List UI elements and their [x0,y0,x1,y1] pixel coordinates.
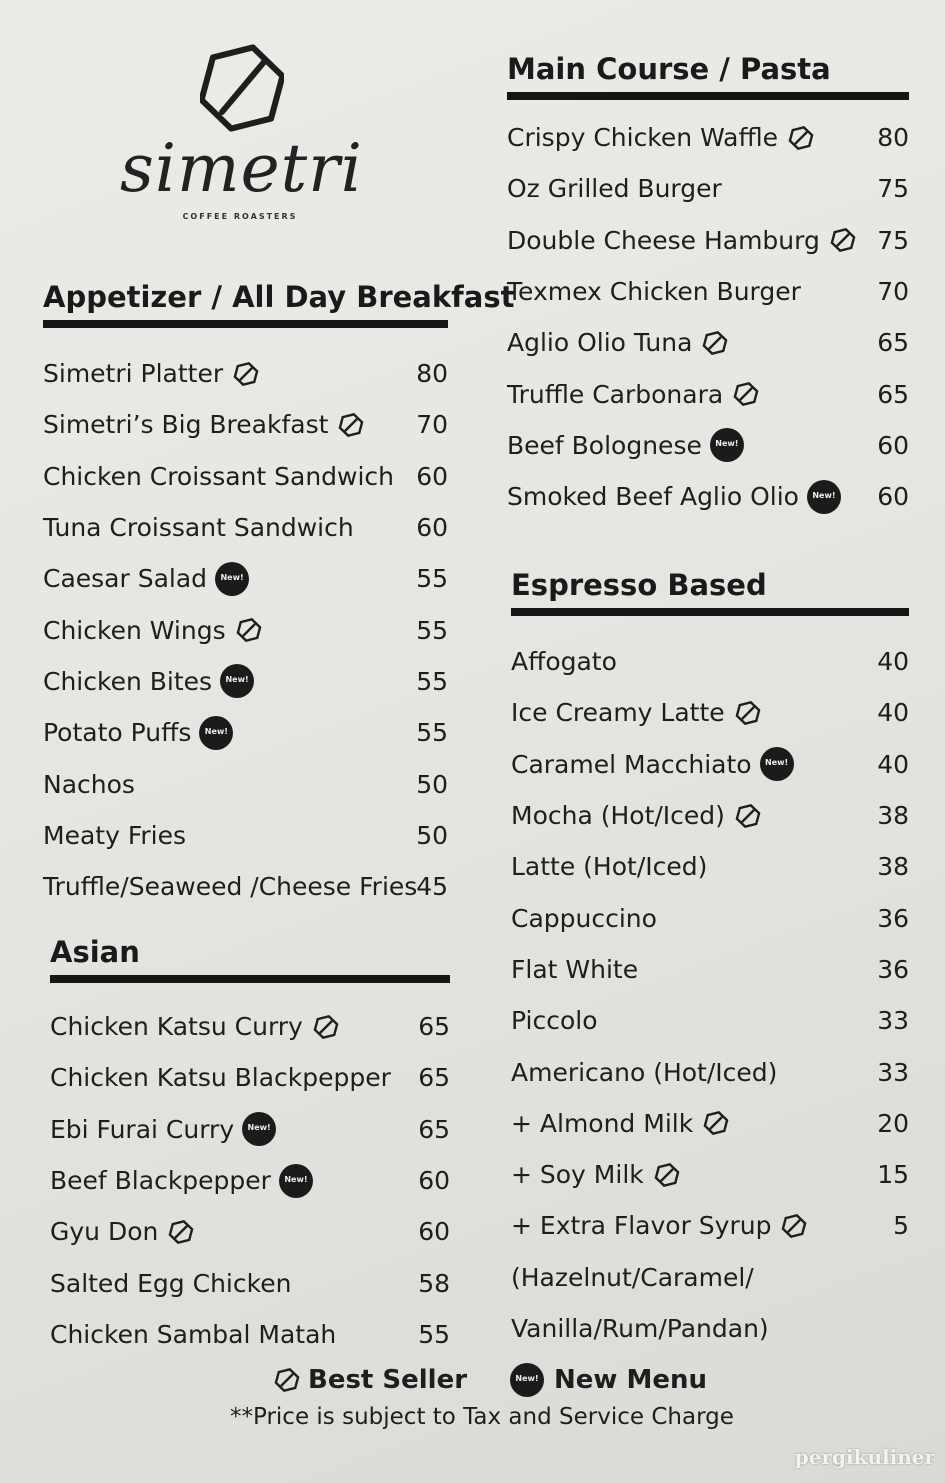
best-seller-icon [233,361,259,387]
menu-item-name: Chicken Katsu Curry [50,1012,303,1042]
menu-item [43,553,448,604]
menu-item [43,707,448,758]
menu-item [507,471,909,522]
menu-item-price: 40 [877,749,909,779]
menu-item [507,215,909,266]
menu-item-name: Salted Egg Chicken [50,1268,292,1298]
menu-item-name: Gyu Don [50,1217,159,1247]
new-badge-icon [809,482,839,512]
menu-item-price: 60 [877,482,909,512]
menu-item [43,502,448,553]
section-title: Main Course / Pasta [507,52,831,86]
menu-item-name: Caramel Macchiato [511,749,752,779]
best-seller-icon [654,1162,680,1188]
menu-item-price: 80 [877,123,909,153]
menu-item [50,1309,450,1360]
menu-item-price: 75 [877,174,909,204]
menu-item-name: Potato Puffs [43,718,192,748]
menu-item-price: 58 [418,1268,450,1298]
menu-item-price: 55 [416,564,448,594]
best-seller-icon [168,1219,194,1245]
best-seller-icon [830,227,856,253]
menu-item-name: Chicken Katsu Blackpepper [50,1063,391,1093]
menu-item-price: 15 [877,1160,909,1190]
menu-item-price: 70 [416,410,448,440]
watermark: pergikuliner [794,1445,935,1469]
menu-item-name: Chicken Bites [43,666,213,696]
menu-item [507,112,909,163]
menu-item-price: 65 [877,328,909,358]
best-seller-icon [274,1367,300,1393]
section-appetizer [43,278,515,912]
best-seller-icon [703,1110,729,1136]
menu-item-name: Crispy Chicken Waffle [507,123,779,153]
menu-item-price: 60 [418,1166,450,1196]
menu-item [507,368,909,419]
menu-item [50,1257,450,1308]
section-main-course [507,50,909,522]
menu-item [511,1200,909,1251]
best-seller-icon [702,330,728,356]
menu-item [511,1098,909,1149]
menu-item-name: Meaty Fries [43,820,187,850]
new-badge-text: New! [225,675,249,685]
menu-list [50,1001,450,1360]
menu-item [43,451,448,502]
section-title: Appetizer / All Day Breakfast [43,280,515,314]
menu-item [507,420,909,471]
menu-item-price: 45 [416,872,448,902]
menu-item-name: Affogato [511,647,617,677]
new-badge-icon [281,1166,311,1196]
new-badge-icon [712,430,742,460]
best-seller-icon [338,412,364,438]
section-divider [511,608,909,616]
menu-item-name: + Extra Flavor Syrup [511,1211,772,1241]
menu-item [511,892,909,943]
menu-item-price: 55 [416,718,448,748]
menu-item [43,758,448,809]
new-badge-text: New! [220,572,244,582]
menu-item-price: 40 [877,698,909,728]
menu-item [511,944,909,995]
menu-item-price: 60 [877,430,909,460]
menu-item-name: Beef Blackpepper [50,1166,271,1196]
menu-item-price: 40 [877,647,909,677]
best-seller-icon [236,617,262,643]
menu-item-name: (Hazelnut/Caramel/ [511,1262,754,1292]
menu-list [511,636,909,1354]
menu-item-name: Beef Bolognese [507,430,702,460]
menu-item-price: 20 [877,1108,909,1138]
menu-item-price: 50 [416,820,448,850]
menu-item-price: 70 [877,277,909,307]
new-badge-icon [217,564,247,594]
new-badge-text: New! [812,490,836,500]
menu-item [507,317,909,368]
menu-item [43,604,448,655]
legend-best-seller [274,1360,467,1400]
brand-tagline: COFFEE ROASTERS [182,212,298,221]
new-badge-icon [762,749,792,779]
section-asian [50,933,450,1360]
menu-item [511,995,909,1046]
brand-name: simetri [120,130,363,207]
new-badge-icon [222,666,252,696]
menu-item-name: Ebi Furai Curry [50,1114,235,1144]
menu-item [50,1104,450,1155]
menu-item-price: 50 [416,769,448,799]
menu-item-name: Nachos [43,769,135,799]
best-seller-icon [313,1014,339,1040]
section-title: Asian [50,935,140,969]
best-seller-icon [788,125,814,151]
menu-item [43,399,448,450]
menu-item-price: 55 [418,1319,450,1349]
menu-item [507,163,909,214]
menu-item-name: Truffle/Seaweed /Cheese Fries [43,872,418,902]
menu-item-name: Simetri’s Big Breakfast [43,410,329,440]
new-badge-text: New! [715,439,739,449]
menu-item-price: 36 [877,903,909,933]
menu-list [507,112,909,522]
hexagon-logo-icon [200,42,284,134]
menu-item-price: 65 [418,1114,450,1144]
menu-item [511,1252,909,1303]
menu-item-name: Texmex Chicken Burger [507,277,801,307]
menu-item-name: + Almond Milk [511,1108,694,1138]
menu-item-name: Latte (Hot/Iced) [511,852,708,882]
menu-item-price: 80 [416,359,448,389]
best-seller-icon [735,700,761,726]
menu-item [50,1001,450,1052]
menu-item [511,841,909,892]
section-title: Espresso Based [511,568,767,602]
menu-item [50,1206,450,1257]
menu-item-name: Chicken Wings [43,615,226,645]
menu-item-price: 55 [416,615,448,645]
menu-item [507,266,909,317]
menu-item [511,739,909,790]
menu-item-name: Tuna Croissant Sandwich [43,513,354,543]
menu-item-name: Double Cheese Hamburg [507,225,820,255]
menu-item-name: Ice Creamy Latte [511,698,725,728]
price-footnote: **Price is subject to Tax and Service Charge [230,1404,734,1430]
menu-item [50,1155,450,1206]
legend-new-menu [512,1360,707,1400]
new-badge-icon [244,1114,274,1144]
legend [270,1360,750,1400]
menu-item-price: 38 [877,801,909,831]
menu-item-price: 75 [877,225,909,255]
menu-item-name: Smoked Beef Aglio Olio [507,482,799,512]
new-badge-text: New! [247,1123,271,1133]
menu-item [50,1052,450,1103]
menu-item-price: 60 [416,461,448,491]
new-badge-icon [512,1365,542,1395]
new-badge-text: New! [515,1374,539,1383]
new-badge-text: New! [204,726,228,736]
menu-item-price: 33 [877,1006,909,1036]
menu-item-price: 55 [416,666,448,696]
menu-item-price: 60 [416,513,448,543]
section-espresso [511,566,909,1354]
section-divider [50,975,450,983]
menu-item-name: Chicken Sambal Matah [50,1319,337,1349]
menu-item-price: 65 [418,1012,450,1042]
menu-item-name: + Soy Milk [511,1160,644,1190]
menu-item-name: Simetri Platter [43,359,224,389]
best-seller-label: Best Seller [308,1365,468,1395]
brand-logo [120,42,363,232]
best-seller-icon [735,803,761,829]
menu-item-name: Chicken Croissant Sandwich [43,461,395,491]
section-divider [507,92,909,100]
menu-item [43,861,448,912]
menu-item [43,810,448,861]
menu-item-name: Piccolo [511,1006,598,1036]
menu-item-name: Americano (Hot/Iced) [511,1057,778,1087]
menu-item-price: 36 [877,954,909,984]
new-badge-text: New! [284,1174,308,1184]
menu-item-price: 33 [877,1057,909,1087]
new-badge-icon [201,718,231,748]
menu-item-name: Cappuccino [511,903,657,933]
menu-item [43,656,448,707]
menu-item-name: Caesar Salad [43,564,208,594]
new-badge-text: New! [765,758,789,768]
menu-item [511,1046,909,1097]
menu-list [43,348,448,912]
menu-item [511,790,909,841]
menu-item-price: 65 [877,379,909,409]
section-divider [43,320,448,328]
menu-item [511,687,909,738]
menu-item-name: Aglio Olio Tuna [507,328,693,358]
menu-item-name: Vanilla/Rum/Pandan) [511,1314,769,1343]
menu-item [43,348,448,399]
menu-item-name: Oz Grilled Burger [507,174,722,204]
best-seller-icon [781,1213,807,1239]
menu-item-name: Mocha (Hot/Iced) [511,801,725,831]
menu-item [511,1303,909,1354]
menu-item-name: Flat White [511,954,639,984]
menu-item-price: 60 [418,1217,450,1247]
best-seller-icon [733,381,759,407]
menu-item-name: Truffle Carbonara [507,379,724,409]
menu-item-price: 65 [418,1063,450,1093]
new-menu-label: New Menu [554,1365,707,1395]
menu-item-price: 38 [877,852,909,882]
menu-item [511,1149,909,1200]
menu-item [511,636,909,687]
menu-item-price: 5 [893,1211,909,1241]
